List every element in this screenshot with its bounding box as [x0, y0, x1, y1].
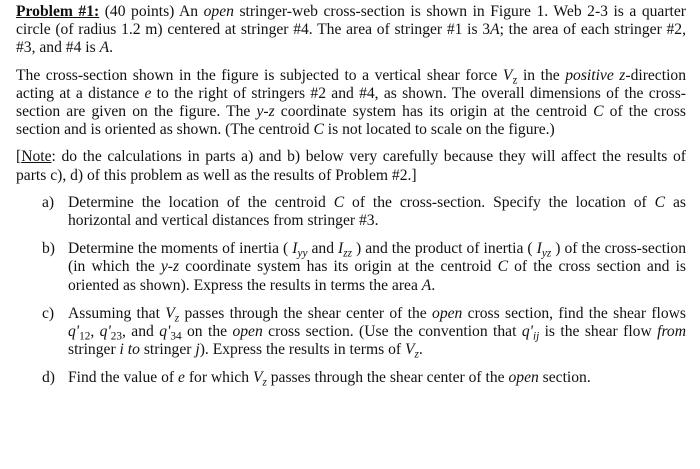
intro-text: . [109, 39, 114, 57]
shear-flow-symbol: q' [68, 323, 80, 341]
inertia-symbol: I [536, 240, 542, 258]
part-d-text: Find the value of e for which $V_z$ passes through the shear center of the open section. [68, 369, 591, 389]
part-marker: a) [42, 193, 55, 211]
part-a-text: Determine the location of the centroid C of the cross-section. Specify the location of C as horizontal and vertical distances from stringer #3. [68, 193, 686, 230]
loading-description-paragraph [16, 67, 686, 140]
part-marker: d) [42, 369, 55, 387]
paragraph-text: The cross-section shown in the figure is subjected to a vertical shear force [16, 66, 503, 84]
note-paragraph [16, 148, 686, 184]
centroid-symbol: C [333, 193, 345, 211]
paragraph-text: -direction acting at a distance [16, 66, 686, 102]
note-label: Note [21, 148, 52, 166]
centroid-symbol: C [497, 258, 508, 276]
part-marker: b) [42, 240, 55, 258]
intro-open-emphasis: open [203, 3, 234, 20]
area-symbol: A [490, 21, 500, 39]
yz-symbol: y-z [160, 258, 180, 276]
paragraph-text: is not located to scale on the figure.) [323, 121, 555, 139]
note-text: : do the calculations in parts a) and b) below very carefully because they will affect the results of parts c), d) of this problem as well as the results of Problem #2.] [16, 148, 686, 184]
paragraph-text: to the right of stringers #2 and #4, as shown. The overall dimensions of the cross-section are given on the figure. The [16, 84, 686, 121]
intro-text: ; the area of each stringer #2, #3, and #4 is [16, 21, 686, 57]
centroid-symbol: C [313, 121, 324, 139]
problem-heading: Problem #1: [16, 3, 100, 20]
area-symbol: A [421, 276, 432, 294]
list-item [16, 305, 686, 360]
positive-z-emphasis: positive z [565, 66, 626, 84]
list-item [16, 240, 686, 295]
list-item [16, 369, 686, 387]
shear-force-symbol: V [502, 66, 513, 84]
list-item [16, 194, 686, 230]
inertia-subscript: yz [541, 247, 552, 260]
area-symbol: A [99, 39, 110, 57]
problem-intro-paragraph [16, 3, 686, 58]
paragraph-text: coordinate system has its origin at the centroid [274, 103, 594, 121]
inertia-symbol: I [338, 240, 344, 258]
eccentricity-symbol: e [178, 369, 185, 387]
inertia-subscript: zz [343, 247, 352, 260]
part-b-text: Determine the moments of inertia ( $I_{yy}$ and $I_{zz}$ ) and the product of inertia ( $I_{yz}$ ) of the cross-section (in which the y-z coordinate system has its origin at the centroid C of the cross section and is oriented as shown). Express the results in terms the area A. [68, 240, 687, 294]
shear-flow-symbol: q' [99, 323, 111, 341]
intro-text: (40 points) An [99, 3, 204, 20]
note-bracket: [ [16, 148, 22, 166]
inertia-subscript: yy [297, 247, 308, 260]
yz-symbol: y-z [256, 103, 275, 121]
shear-force-symbol: V [165, 304, 175, 322]
paragraph-text: in the [517, 66, 566, 84]
paragraph-text: of the cross section and is oriented as shown. (The centroid [16, 103, 686, 139]
shear-force-symbol: V [404, 341, 415, 359]
shear-flow-symbol: q' [521, 323, 533, 341]
eccentricity-symbol: e [144, 84, 152, 102]
centroid-symbol: C [654, 193, 666, 211]
part-c-text: Assuming that $V_z$ passes through the shear center of the open cross section, find the shear flows $q'_{12}$, $q'_{23}$, and $q'_{34}$ on the open cross section. (Use the convention that $q'_{ij}$ is the shear flow from stringer i to stringer j). Express the results in terms of $V_z$. [68, 304, 687, 361]
shear-flow-symbol: q' [159, 323, 171, 341]
inertia-symbol: I [292, 240, 298, 258]
part-marker: c) [42, 304, 55, 322]
shear-force-subscript: z [512, 73, 518, 86]
intro-text: stringer-web cross-section is shown in Figure 1. Web 2-3 is a quarter circle (of radius 1.2 m) centered at stringer #4. The area of stringer #1 is 3 [16, 3, 686, 39]
problem-parts-list [16, 194, 686, 388]
centroid-symbol: C [593, 103, 604, 121]
shear-force-symbol: V [252, 369, 263, 387]
